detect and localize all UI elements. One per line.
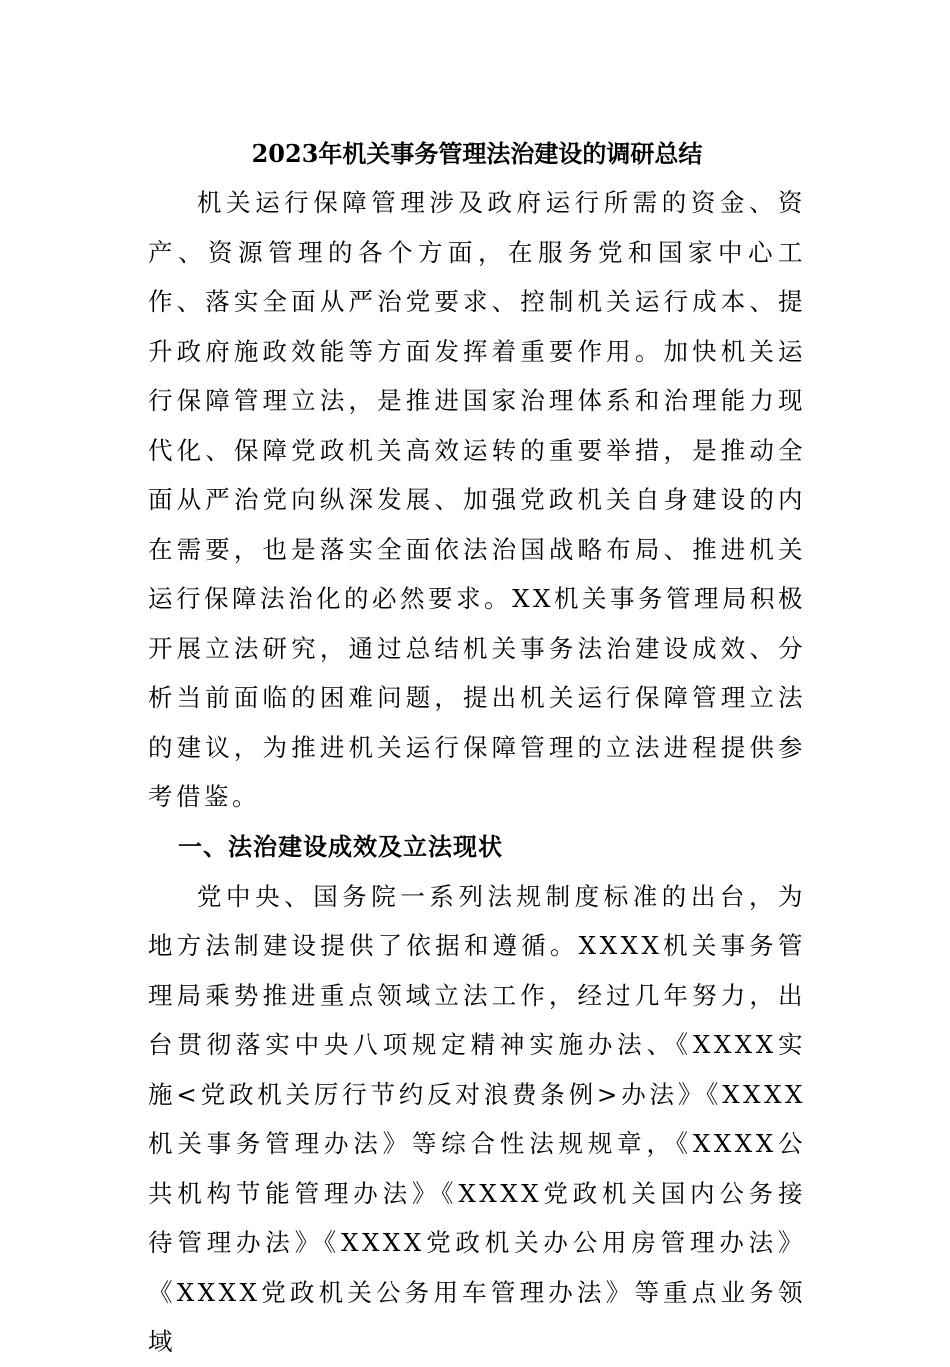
intro-paragraph: 机关运行保障管理涉及政府运行所需的资金、资产、资源管理的各个方面，在服务党和国家中心工作、落实全面从严治党要求、控制机关运行成本、提升政府施政效能等方面发挥着重要作用。加快机关运行保障管理立法，是推进国家治理体系和治理能力现代化、保障党政机关高效运转的重要举措，是推动全面从严治党向纵深发展、加强党政机关自身建设的内在需要，也是落实全面依法治国战略布局、推进机关运行保障法治化的必然要求。XX机关事务管理局积极开展立法研究，通过总结机关事务法治建设成效、分析当前面临的困难问题，提出机关运行保障管理立法的建议，为推进机关运行保障管理的立法进程提供参考借鉴。 <box>148 188 806 811</box>
section-heading-1: 一、法治建设成效及立法现状 <box>178 831 503 861</box>
section-1-paragraph: 党中央、国务院一系列法规制度标准的出台，为地方法制建设提供了依据和遵循。XXXX机关事务管理局乘势推进重点领域立法工作，经过几年努力，出台贯彻落实中央八项规定精神实施办法、《XXXX实施<党政机关厉行节约反对浪费条例>办法》《XXXX机关事务管理办法》等综合性法规规章，《XXXX公共机构节能管理办法》《XXXX党政机关国内公务接待管理办法》《XXXX党政机关办公用房管理办法》《XXXX党政机关公务用车管理办法》等重点业务领域 <box>148 881 806 1356</box>
document-title: 2023年机关事务管理法治建设的调研总结 <box>251 139 703 168</box>
document-page <box>148 130 806 1367</box>
